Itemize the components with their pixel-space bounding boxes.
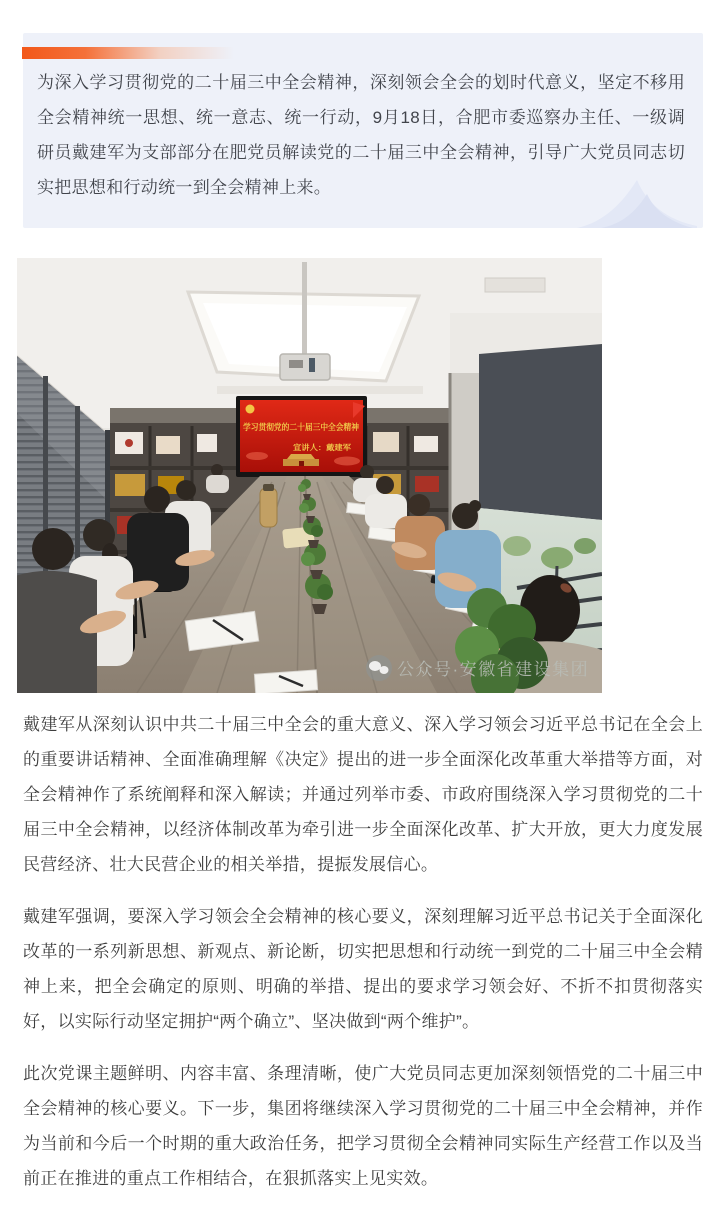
watermark-text: 公众号·安徽省建设集团 <box>397 660 590 679</box>
screen-speaker: 宣讲人：戴建军 <box>293 443 346 452</box>
wave-decoration-icon <box>571 176 697 228</box>
meeting-photo[interactable] <box>17 258 602 693</box>
intro-text: 为深入学习贯彻党的二十届三中全会精神，深刻领会全会的划时代意义，坚定不移用全会精神统一思想、统一意志、统一行动，9月18日，合肥市委巡察办主任、一级调研员戴建军为支部部分在肥党员解读党的二十届三中全会精神，引导广大党员同志切实把思想和行动统一到全会精神上来。 <box>37 73 685 197</box>
meeting-photo-scene <box>17 258 602 693</box>
article-paragraph: 戴建军强调，要深入学习领会全会精神的核心要义，深刻理解习近平总书记关于全面深化改革的一系列新思想、新观点、新论断，切实把思想和行动统一到党的二十届三中全会精神上来，把全会确定的原则、明确的举措、提出的要求学习领会好、不折不扣贯彻落实好，以实际行动坚定拥护“两个确立”、坚决做到“两个维护”。 <box>23 907 703 1031</box>
accent-bar <box>22 47 234 59</box>
wechat-icon <box>366 655 392 681</box>
party-emblem-icon <box>246 405 255 414</box>
intro-card <box>23 33 703 228</box>
presentation-screen <box>236 396 367 482</box>
screen-title: 学习贯彻党的二十届三中全会精神 <box>243 422 360 432</box>
article-paragraph: 此次党课主题鲜明、内容丰富、条理清晰，使广大党员同志更加深刻领悟党的二十届三中全会精神的核心要义。下一步，集团将继续深入学习贯彻党的二十届三中全会精神，并作为当前和今后一个时期的重大政治任务，把学习贯彻全会精神同实际生产经营工作以及当前正在推进的重点工作相结合，在狠抓落实上见实效。 <box>23 1064 703 1188</box>
article-paragraph: 戴建军从深刻认识中共二十届三中全会的重大意义、深入学习领会习近平总书记在全会上的重要讲话精神、全面准确理解《决定》提出的进一步全面深化改革重大举措等方面，对全会精神作了系统阐释和深入解读；并通过列举市委、市政府围绕深入学习贯彻党的二十届三中全会精神，以经济体制改革为牵引进一步全面深化改革、扩大开放，更大力度发展民营经济、壮大民营企业的相关举措，提振发展信心。 <box>23 715 703 874</box>
article-body <box>23 707 703 1196</box>
